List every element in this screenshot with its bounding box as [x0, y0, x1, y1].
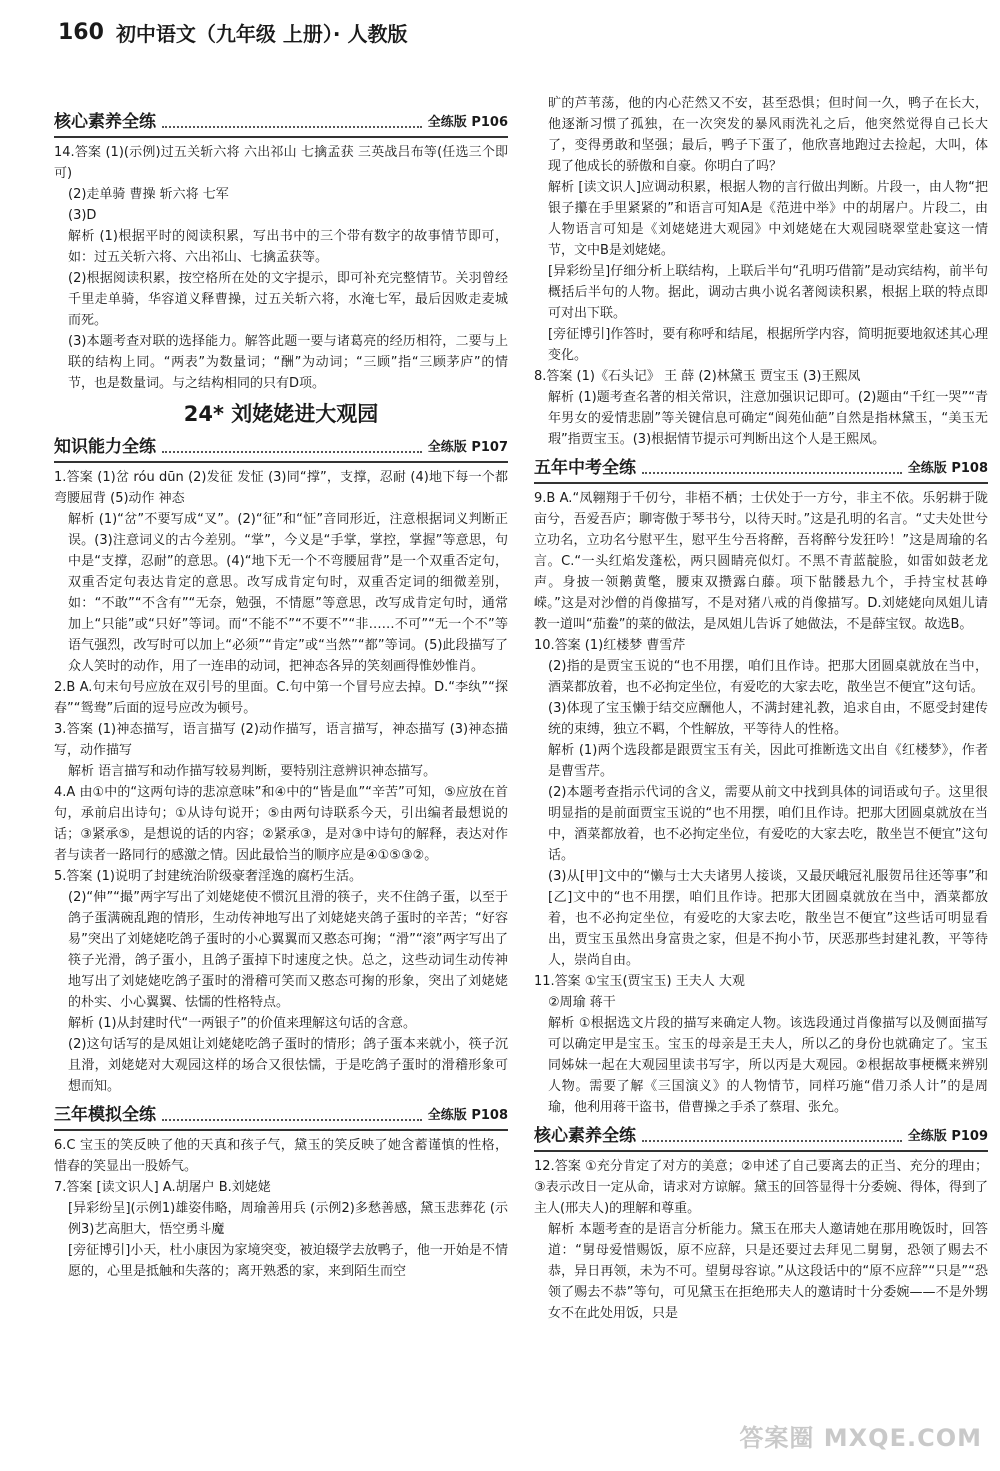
watermark-logo: 答案圈 MXQE.COM: [739, 1424, 982, 1452]
answer-line: 6.C 宝玉的笑反映了他的天真和孩子气，黛玉的笑反映了她含蓄谨慎的性格，惜春的笑显出一股娇气。: [54, 1138, 508, 1174]
book-title: 初中语文（九年级 上册）· 人教版: [115, 21, 408, 46]
analysis-line: 解析 ①根据选文片段的描写来确定人物。该选段通过肖像描写以及侧面描写可以确定甲是宝玉。宝玉的母亲是王夫人，所以乙的身份也就确定了。宝玉同姊妹一起在大观园里读书写字，所以丙是大观园。②根据故事梗概来辨别人物。需要了解《三国演义》的人物情节，同样巧施“借刀杀人计”的是周瑜，他利用蒋干盗书，借曹操之手杀了蔡瑁、张允。: [548, 1016, 988, 1115]
section-heading: [54, 437, 508, 463]
right-column: [534, 93, 988, 1324]
section-ref: 全练版 P109: [907, 1129, 988, 1144]
section-heading: [534, 1126, 988, 1152]
page-header: [58, 12, 407, 52]
answer-line: 2.B A.句末句号应放在双引号的里面。C.句中第一个冒号应去掉。D.“李纨”“探春”“鸳鸯”后面的逗号应改为顿号。: [54, 680, 508, 716]
answer-line: 3.答案 (1)神态描写，语言描写 (2)动作描写，语言描写，神态描写 (3)神态描写，动作描写: [54, 722, 508, 758]
page-number: 160: [58, 19, 104, 45]
section-title: 知识能力全练: [54, 437, 156, 457]
analysis-line: 解析 (1)“岔”不要写成“叉”。(2)“征”和“怔”音同形近，注意根据词义判断正误。(3)注意词义的古今差别。“掌”，今义是“手掌，掌控，掌握”等意思，句中是“支撑，忍耐”的意思。(4)“地下无一个不弯腰屈背”是一个双重否定句，双重否定句表达肯定的意思。改写成肯定句时，双重否定词的细微差别，如：“不敢”“不含有”“无奈，勉强，不情愿”等意思，改写成肯定句时，通常加上“只能”或“只好”等词。而“不能不”“不要不”“非……不可”“无一个不”等语气强烈，改写时可以加上“必须”“肯定”或“当然”“都”等词。(5)此段描写了众人笑时的动作，用了一连串的动词，把神态各异的笑刻画得惟妙惟肖。: [68, 512, 508, 674]
answer-line: [异彩纷呈](示例1)雄姿伟略，周瑜善用兵 (示例2)多愁善感，黛玉悲葬花 (示例3)艺高胆大，悟空勇斗魔: [68, 1201, 508, 1237]
answer-line: (2)走单骑 曹操 斩六将 七军: [68, 187, 229, 202]
dot-leader: [162, 1119, 422, 1121]
answer-line: 8.答案 (1)《石头记》 王 薛 (2)林黛玉 贾宝玉 (3)王熙凤: [534, 369, 861, 384]
answer-line: 11.答案 ①宝玉(贾宝玉) 王夫人 大观: [534, 974, 745, 989]
answer-line: 5.答案 (1)说明了封建统治阶级豪奢淫逸的腐朽生活。: [54, 869, 362, 884]
answer-line: 7.答案 [读文识人] A.胡屠户 B.刘姥姥: [54, 1180, 271, 1195]
answer-line: [旁征博引]小天，杜小康因为家境突变，被迫辍学去放鸭子，他一开始是不情愿的，心里是抵触和失落的；离开熟悉的家，来到陌生而空: [68, 1243, 508, 1279]
analysis-line: [旁征博引]作答时，要有称呼和结尾，根据所学内容，简明扼要地叙述其心理变化。: [548, 327, 988, 363]
answer-line: (3)D: [68, 208, 97, 223]
section-ref: 全练版 P108: [907, 461, 988, 476]
analysis-line: 解析 (1)从封建时代“一两银子”的价值来理解这句话的含意。: [68, 1016, 417, 1031]
answer-line: (2)“伸”“撮”两字写出了刘姥姥使不惯沉且滑的筷子，夹不住鸽子蛋，以至于鸽子蛋满碗乱跑的情形，生动传神地写出了刘姥姥夹鸽子蛋时的辛苦；“好容易”突出了刘姥姥吃鸽子蛋时的小心翼翼而又憨态可掬；“滑”“滚”两字写出了筷子光滑，鸽子蛋小，且鸽子蛋掉下时速度之快。总之，这些动词生动传神地写出了刘姥姥吃鸽子蛋时的滑稽可笑而又憨态可掬的形象，突出了刘姥姥的朴实、小心翼翼、怯懦的性格特点。: [68, 890, 508, 1010]
section-heading: [534, 458, 988, 484]
section-ref: 全练版 P108: [427, 1108, 508, 1123]
section-ref: 全练版 P106: [427, 115, 508, 130]
analysis-line: (2)这句话写的是凤姐让刘姥姥吃鸽子蛋时的情形；鸽子蛋本来就小，筷子沉且滑，刘姥姥对大观园这样的场合又很怯懦，于是吃鸽子蛋时的滑稽形象可想而知。: [68, 1037, 508, 1094]
analysis-line: [异彩纷呈]仔细分析上联结构，上联后半句“孔明巧借箭”是动宾结构，前半句概括后半句的人物。据此，调动古典小说名著阅读积累，根据上联的特点即可对出下联。: [548, 264, 988, 321]
analysis-line: 解析 本题考查的是语言分析能力。黛玉在邢夫人邀请她在那用晚饭时，回答道：“舅母爱惜赐饭，原不应辞，只是还要过去拜见二舅舅，恐领了赐去不恭，异日再领，未为不可。望舅母容谅。”从这段话中的“原不应辞”“只是”“恐领了赐去不恭”等句，可见黛玉在拒绝邢夫人的邀请时十分委婉——不是外甥女不在此处用饭，只是: [548, 1222, 988, 1321]
section-title: 核心素养全练: [54, 112, 156, 132]
section-title: 核心素养全练: [534, 1126, 636, 1146]
analysis-line: (3)从[甲]文中的“懒与士大夫诸男人接谈，又最厌峨冠礼服贺吊往还等事”和[乙]文中的“也不用摆，咱们且作诗。把那大团圆桌就放在当中，酒菜都放着，也不必拘定坐位，有爱吃的大家去吃，散坐岂不便宜”这些话可明显看出，贾宝玉虽然出身富贵之家，但是不拘小节，厌恶那些封建礼教，平等待人，崇尚自由。: [548, 869, 988, 968]
dot-leader: [162, 126, 422, 128]
analysis-line: 解析 [读文识人]应调动积累，根据人物的言行做出判断。片段一，由人物“把银子攥在手里紧紧的”和语言可知A是《范进中举》中的胡屠户。片段二，由人物语言可知是《刘姥姥进大观园》中刘姥姥在大观园晓翠堂赴宴这一情节，文中B是刘姥姥。: [548, 180, 988, 258]
dot-leader: [642, 472, 902, 474]
section-title: 三年模拟全练: [54, 1105, 156, 1125]
answer-line: (3)体现了宝玉懒于结交应酬他人，不满封建礼教，追求自由，不愿受封建传统的束缚，独立不羁，个性解放，平等待人的性格。: [548, 701, 988, 737]
section-title: 五年中考全练: [534, 458, 636, 478]
answer-line: 旷的芦苇荡，他的内心茫然又不安，甚至恐惧；但时间一久，鸭子在长大，他逐渐习惯了孤独，在一次突发的暴风雨洗礼之后，他突然觉得自己长大了，变得勇敢和坚强；最后，鸭子下蛋了，他欣喜地跑过去捡起，大叫，体现了他成长的骄傲和自豪。你明白了吗？: [548, 96, 988, 174]
section-ref: 全练版 P107: [427, 440, 508, 455]
answer-line: (2)指的是贾宝玉说的“也不用摆，咱们且作诗。把那大团圆桌就放在当中，酒菜都放着，也不必拘定坐位，有爱吃的大家去吃，散坐岂不便宜”这句话。: [548, 659, 988, 695]
analysis-line: (2)本题考查指示代词的含义，需要从前文中找到具体的词语或句子。这里很明显指的是前面贾宝玉说的“也不用摆，咱们且作诗。把那大团圆桌就放在当中，酒菜都放着，也不必拘定坐位，有爱吃的大家去吃，散坐岂不便宜”这句话。: [548, 785, 988, 863]
section-heading: [54, 1105, 508, 1131]
analysis-line: (3)本题考查对联的选择能力。解答此题一要与诸葛亮的经历相符，二要与上联的结构上同。“两表”为数量词；“酬”为动词；“三顾”指“三顾茅庐”的情节，也是数量词。与之结构相同的只有D项。: [68, 334, 508, 391]
answer-line: 12.答案 ①充分肯定了对方的美意；②申述了自己要离去的正当、充分的理由；③表示改日一定从命，请求对方谅解。黛玉的回答显得十分委婉、得体，得到了主人(邢夫人)的理解和尊重。: [534, 1159, 988, 1216]
analysis-line: 解析 语言描写和动作描写较易判断，要特别注意辨识神态描写。: [68, 764, 437, 779]
dot-leader: [162, 451, 422, 453]
answer-line: 14.答案 (1)(示例)过五关斩六将 六出祁山 七擒孟获 三英战吕布等(任选三个即可): [54, 145, 508, 181]
analysis-line: (2)根据阅读积累，按空格所在处的文字提示，即可补充完整情节。关羽曾经千里走单骑，华容道义释曹操，过五关斩六将，水淹七军，最后因败走麦城而死。: [68, 271, 508, 328]
answer-line: ②周瑜 蒋干: [548, 995, 616, 1010]
answer-line: 9.B A.“凤翱翔于千仞兮，非梧不栖；士伏处于一方兮，非主不依。乐躬耕于陇亩兮，吾爱吾庐；聊寄傲于琴书兮，以待天时。”这是孔明的名言。“丈夫处世兮立功名，立功名兮慰平生，慰平生兮吾将醉，吾将醉兮发狂吟！”这是周瑜的名言。C.“一头红焰发蓬松，两只圆睛亮似灯。不黑不青蓝靛脸，如雷如鼓老龙声。身披一领鹅黄氅，腰束双攒露白藤。项下骷髅悬九个，手持宝杖甚峥嵘。”这是对沙僧的肖像描写，不是对猪八戒的肖像描写。D.刘姥姥向凤姐儿请教一道叫“茄鲞”的菜的做法，是凤姐儿告诉了她做法，不是薛宝钗。故选B。: [534, 491, 988, 632]
dot-leader: [642, 1140, 902, 1142]
analysis-line: 解析 (1)两个选段都是跟贾宝玉有关，因此可推断选文出自《红楼梦》，作者是曹雪芹。: [548, 743, 988, 779]
answer-line: 4.A 由①中的“这两句诗的悲凉意味”和④中的“皆是血”“辛苦”可知，⑤应放在首句，承前启出诗句；①从诗句说开；⑤由两句诗联系今天，引出编者最想说的话；③紧承⑤，是想说的话的内容；②紧承③，是对③中诗句的解释，表达对作者与读者一路同行的感激之情。因此最恰当的顺序应是④①⑤③②。: [54, 785, 508, 863]
analysis-line: 解析 (1)根据平时的阅读积累，写出书中的三个带有数字的故事情节即可，如：过五关斩六将、六出祁山、七擒孟获等。: [68, 229, 508, 265]
analysis-line: 解析 (1)题考查名著的相关常识，注意加强识记即可。(2)题由“千红一哭”“青年男女的爱情悲剧”等关键信息可确定“阆苑仙葩”自然是指林黛玉，“美玉无瑕”指贾宝玉。(3)根据情节提示可判断出这个人是王熙凤。: [548, 390, 988, 447]
section-heading: [54, 112, 508, 138]
answer-line: 1.答案 (1)岔 róu dūn (2)发征 发怔 (3)同“撑”，支撑，忍耐 (4)地下每一个都弯腰屈背 (5)动作 神态: [54, 470, 508, 506]
answer-line: 10.答案 (1)红楼梦 曹雪芹: [534, 638, 686, 653]
lesson-title: 24* 刘姥姥进大观园: [183, 402, 379, 426]
left-column: [54, 104, 508, 1282]
